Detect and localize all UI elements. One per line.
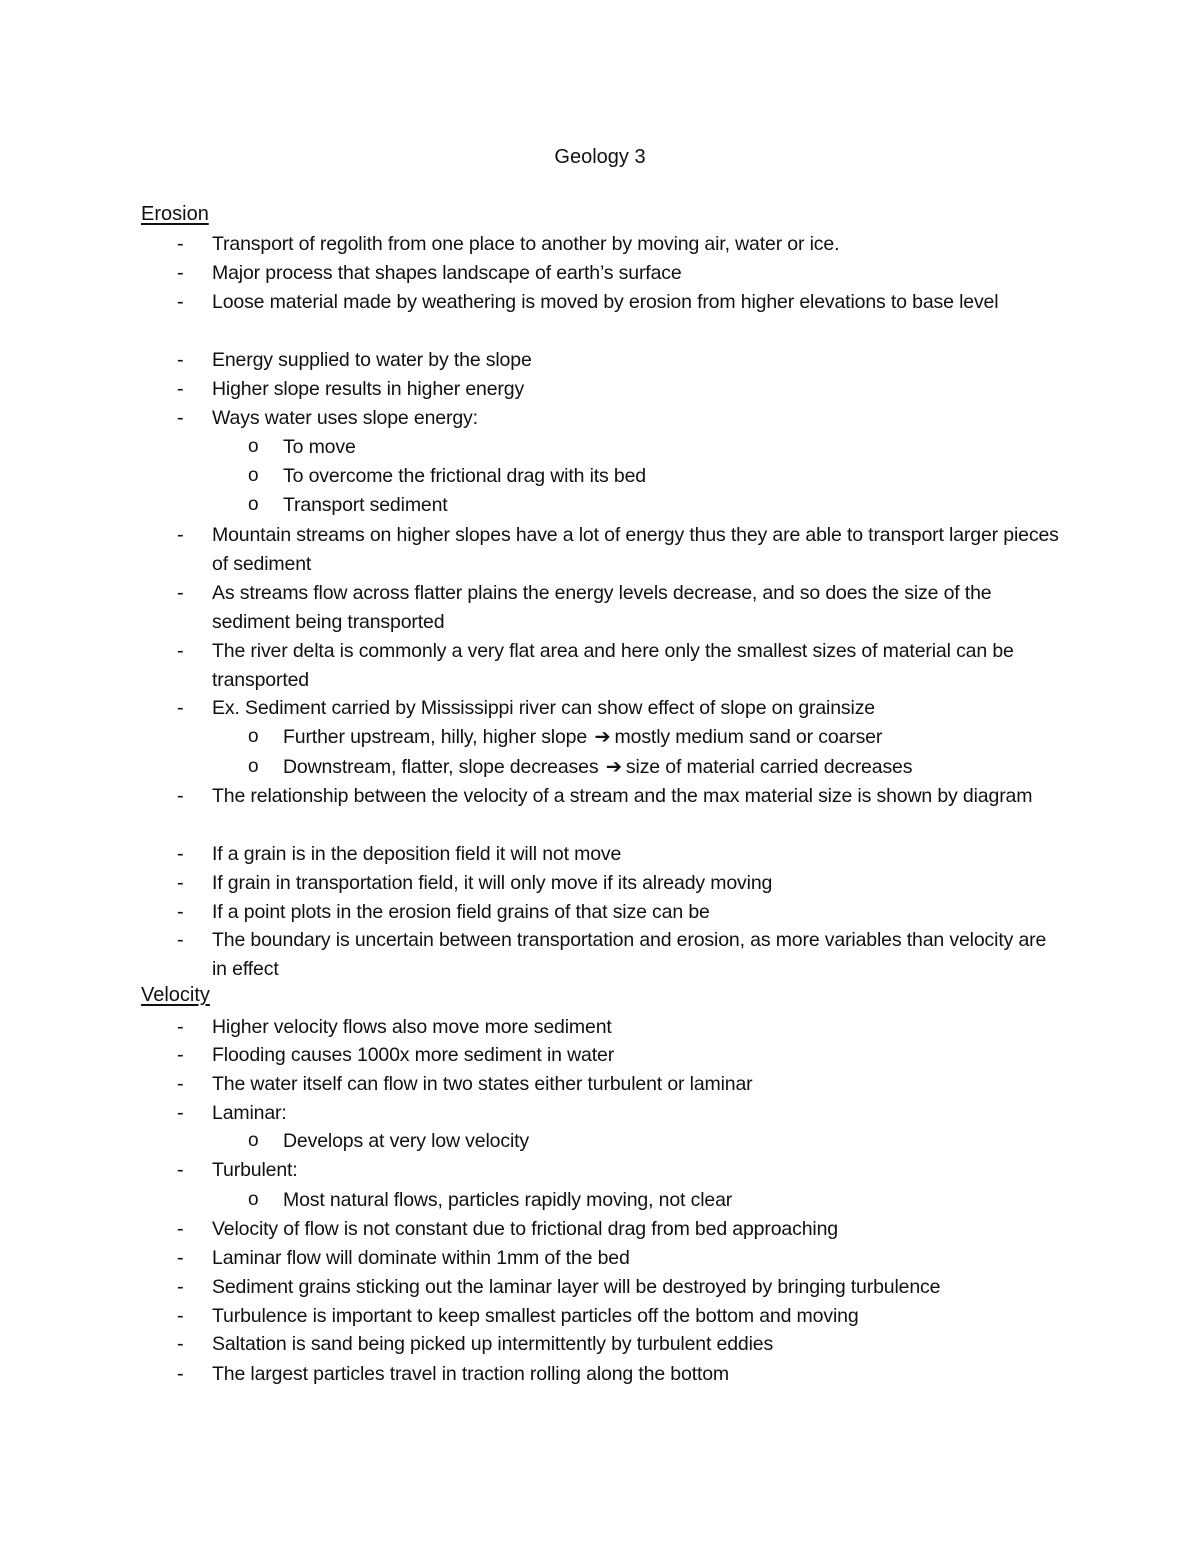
list-item: Sediment grains sticking out the laminar layer will be destroyed by bringing turbulence — [212, 1276, 941, 1298]
list-item: If a grain is in the deposition field it will not move — [212, 843, 622, 865]
section-heading-erosion: Erosion — [141, 203, 209, 225]
list-item: The river delta is commonly a very flat area and here only the smallest sizes of material can be transported — [212, 640, 1014, 691]
sub-list-item: Transport sediment — [283, 494, 448, 516]
bullet-marker: - — [177, 843, 184, 865]
list-item: If a point plots in the erosion field grains of that size can be — [212, 901, 710, 923]
bullet-marker: - — [177, 1073, 184, 1095]
list-item: Higher slope results in higher energy — [212, 378, 525, 400]
bullet-marker: - — [177, 291, 184, 313]
list-item: Laminar flow will dominate within 1mm of the bed — [212, 1247, 630, 1269]
list-item: The relationship between the velocity of a stream and the max material size is shown by diagram — [212, 785, 1033, 807]
list-item: Saltation is sand being picked up intermittently by turbulent eddies — [212, 1333, 774, 1355]
list-item: Turbulence is important to keep smallest particles off the bottom and moving — [212, 1305, 859, 1327]
sub-bullet-marker: o — [248, 436, 259, 457]
right-arrow-icon: ➔ — [594, 726, 611, 748]
right-arrow-icon: ➔ — [605, 756, 622, 778]
sub-list-item: Develops at very low velocity — [283, 1130, 529, 1152]
bullet-marker: - — [177, 378, 184, 400]
sub-list-item — [283, 723, 1063, 752]
list-item: Laminar: — [212, 1102, 287, 1124]
sub-list-item: Most natural flows, particles rapidly moving, not clear — [283, 1189, 733, 1211]
sub-bullet-marker: o — [248, 756, 259, 777]
bullet-marker: - — [177, 349, 184, 371]
sub-bullet-marker: o — [248, 494, 259, 515]
bullet-marker: - — [177, 233, 184, 255]
bullet-marker: - — [177, 262, 184, 284]
bullet-marker: - — [177, 1218, 184, 1240]
bullet-marker: - — [177, 524, 184, 546]
bullet-marker: - — [177, 785, 184, 807]
sub-list-item: To move — [283, 436, 356, 458]
bullet-marker: - — [177, 582, 184, 604]
bullet-marker: - — [177, 1044, 184, 1066]
bullet-marker: - — [177, 407, 184, 429]
sub-list-item — [283, 753, 1063, 782]
sub-bullet-marker: o — [248, 1130, 259, 1151]
list-item: Mountain streams on higher slopes have a lot of energy thus they are able to transport larger pieces of sediment — [212, 524, 1059, 575]
sub-bullet-marker: o — [248, 465, 259, 486]
sub-bullet-marker: o — [248, 1189, 259, 1210]
sub-list-item: To overcome the frictional drag with its bed — [283, 465, 646, 487]
list-item: Ways water uses slope energy: — [212, 407, 478, 429]
list-item: Major process that shapes landscape of earth’s surface — [212, 262, 682, 284]
bullet-marker: - — [177, 1363, 184, 1385]
bullet-marker: - — [177, 1247, 184, 1269]
bullet-marker: - — [177, 1102, 184, 1124]
list-item: The boundary is uncertain between transportation and erosion, as more variables than velocity are in effect — [212, 929, 1047, 980]
list-item: The largest particles travel in traction rolling along the bottom — [212, 1363, 730, 1385]
list-item: The water itself can flow in two states either turbulent or laminar — [212, 1073, 753, 1095]
bullet-marker: - — [177, 1159, 184, 1181]
list-item: Turbulent: — [212, 1159, 298, 1181]
section-heading-velocity: Velocity — [141, 984, 210, 1006]
list-item: Higher velocity flows also move more sediment — [212, 1016, 612, 1038]
sub-bullet-marker: o — [248, 726, 259, 747]
list-item: Ex. Sediment carried by Mississippi river can show effect of slope on grainsize — [212, 697, 876, 719]
list-item: As streams flow across flatter plains the energy levels decrease, and so does the size of the sediment being transported — [212, 582, 992, 633]
bullet-marker: - — [177, 697, 184, 719]
bullet-marker: - — [177, 929, 184, 951]
bullet-marker: - — [177, 901, 184, 923]
list-item: Energy supplied to water by the slope — [212, 349, 532, 371]
list-item-text-after-arrow: size of material carried decreases — [625, 756, 913, 778]
list-item-text-after-arrow: mostly medium sand or coarser — [614, 726, 883, 748]
bullet-marker: - — [177, 872, 184, 894]
list-item: Velocity of flow is not constant due to frictional drag from bed approaching — [212, 1218, 838, 1240]
list-item: Transport of regolith from one place to another by moving air, water or ice. — [212, 233, 840, 255]
bullet-marker: - — [177, 1276, 184, 1298]
list-item: Flooding causes 1000x more sediment in water — [212, 1044, 615, 1066]
bullet-marker: - — [177, 1333, 184, 1355]
document-title: Geology 3 — [554, 146, 646, 168]
list-item-text-before-arrow: Downstream, flatter, slope decreases — [283, 756, 599, 778]
list-item-text-before-arrow: Further upstream, hilly, higher slope — [283, 726, 588, 748]
list-item: If grain in transportation field, it will only move if its already moving — [212, 872, 773, 894]
bullet-marker: - — [177, 1016, 184, 1038]
bullet-marker: - — [177, 1305, 184, 1327]
list-item: Loose material made by weathering is moved by erosion from higher elevations to base level — [212, 291, 999, 313]
bullet-marker: - — [177, 640, 184, 662]
